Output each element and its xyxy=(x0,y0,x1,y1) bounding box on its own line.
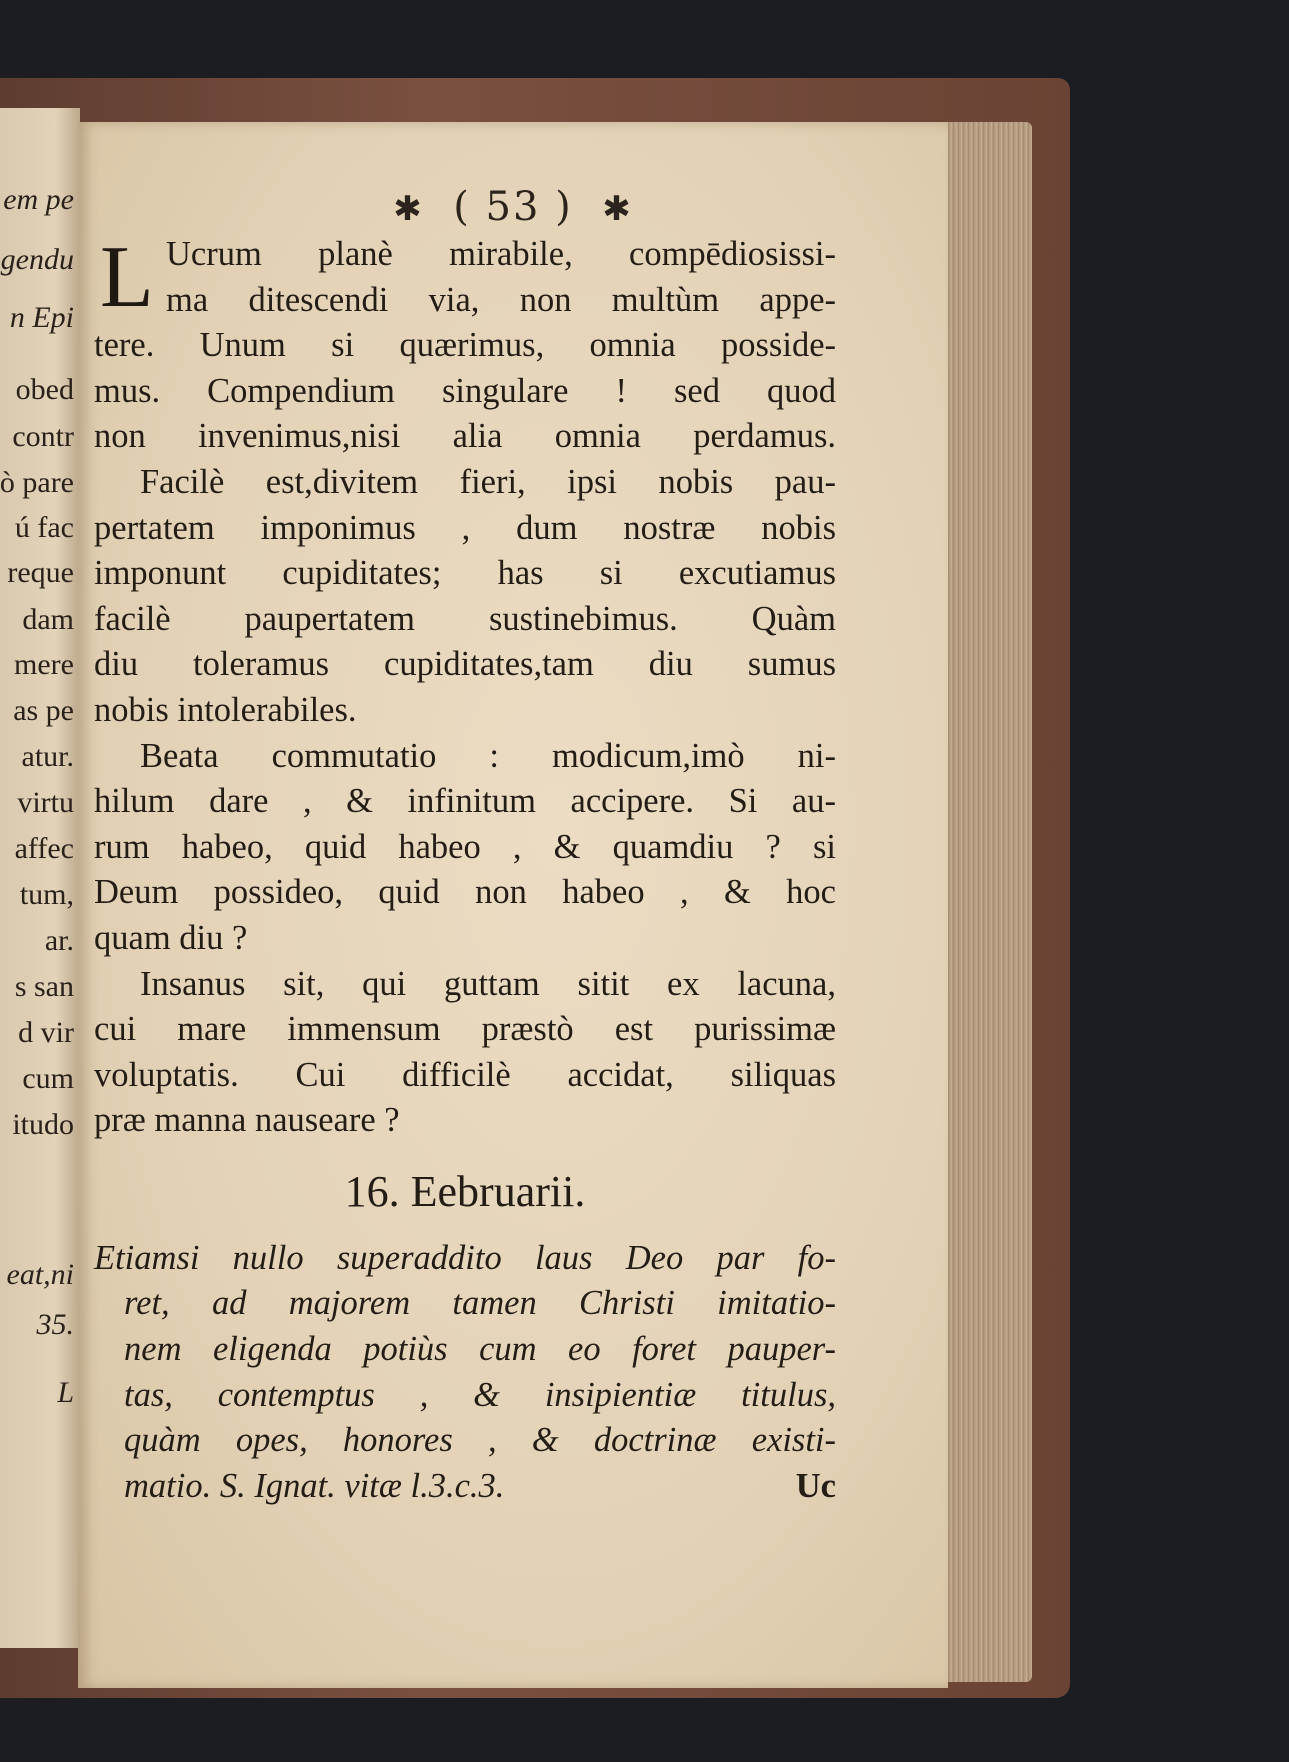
left-page-fragment: itudo xyxy=(12,1108,74,1141)
text-line: Beata commutatio : modicum,imò ni- xyxy=(140,736,836,775)
motto-quote xyxy=(94,1236,836,1510)
page-number: ( 53 ) xyxy=(453,184,573,230)
text-line: Ucrum planè mirabile, compēdiosissi- xyxy=(166,235,836,273)
left-page-fragment: gendu xyxy=(0,243,74,276)
left-page-fragment: dam xyxy=(22,603,74,636)
left-page-fragment: cum xyxy=(22,1062,74,1095)
paragraph-3 xyxy=(94,734,836,962)
text-line: rum habeo, quid habeo , & quamdiu ? si xyxy=(94,827,836,866)
left-page-fragment: d vir xyxy=(18,1016,74,1049)
quote-line: quàm opes, honores , & doctrinæ existi- xyxy=(124,1421,836,1460)
quote-line: ret, ad majorem tamen Christi imitatio- xyxy=(124,1284,836,1323)
text-line: facilè paupertatem sustinebimus. Quàm xyxy=(94,599,836,638)
text-line: non invenimus,nisi alia omnia perdamus. xyxy=(94,417,836,456)
left-page-fragment: tum, xyxy=(19,878,74,911)
text-line: imponunt cupiditates; has si excutiamus xyxy=(94,554,836,593)
left-page-fragment: contr xyxy=(12,420,74,453)
left-page-fragment: s san xyxy=(14,970,74,1003)
page-header xyxy=(78,184,948,230)
text-line: præ manna nauseare ? xyxy=(94,1101,400,1140)
text-line: mus. Compendium singulare ! sed quod xyxy=(94,371,836,410)
left-page-fragment: eat,ni xyxy=(6,1258,74,1291)
quote-last-line xyxy=(94,1464,836,1510)
text-line: pertatem imponimus , dum nostræ nobis xyxy=(94,508,836,547)
ornament-icon: ✱ xyxy=(393,189,424,229)
paragraph-4 xyxy=(94,962,836,1144)
text-line: Insanus sit, qui guttam sitit ex lacuna, xyxy=(140,964,836,1003)
ornament-icon: ✱ xyxy=(602,189,633,229)
page-edges xyxy=(940,122,1032,1682)
left-page-fragment: as pe xyxy=(13,694,74,727)
paragraph-2 xyxy=(94,460,836,734)
left-page-fragment: ar. xyxy=(44,924,74,957)
text-line: voluptatis. Cui difficilè accidat, siliquas xyxy=(94,1055,836,1094)
left-page-fragment: ú fac xyxy=(14,511,74,544)
page-text xyxy=(94,229,836,1509)
text-line: ma ditescendi via, non multùm appe- xyxy=(166,280,836,319)
catchword: Uc xyxy=(795,1466,836,1505)
quote-line: tas, contemptus , & insipientiæ titulus, xyxy=(124,1375,836,1414)
book-page xyxy=(78,122,948,1688)
text-line: quam diu ? xyxy=(94,918,248,957)
left-page-fragment: n Epi xyxy=(9,301,74,334)
left-page-edge xyxy=(0,108,80,1648)
left-page-fragment: obed xyxy=(15,373,74,406)
left-page-fragment: affec xyxy=(14,832,74,865)
left-page-fragment: ò pare xyxy=(0,466,74,499)
text-line: nobis intolerabiles. xyxy=(94,690,357,729)
date-heading: 16. Eebruarii. xyxy=(344,1166,586,1216)
left-page-fragment: 35. xyxy=(36,1308,74,1341)
left-page-fragment: atur. xyxy=(21,740,74,773)
left-page-fragment: reque xyxy=(7,556,74,589)
left-page-fragment: mere xyxy=(14,648,74,681)
paragraph-1 xyxy=(94,229,836,460)
text-line: tere. Unum si quærimus, omnia posside- xyxy=(94,326,836,365)
text-line: Facilè est,divitem fieri, ipsi nobis pau- xyxy=(140,462,836,501)
quote-line: Etiamsi nullo superaddito laus Deo par fo- xyxy=(94,1238,836,1277)
left-page-fragment: virtu xyxy=(17,786,74,819)
text-line: hilum dare , & infinitum accipere. Si au- xyxy=(94,782,836,821)
drop-cap: L xyxy=(100,229,154,326)
citation: matio. S. Ignat. vitæ l.3.c.3. xyxy=(124,1466,505,1505)
left-page-fragment: em pe xyxy=(3,183,74,216)
left-page-fragment: L xyxy=(57,1376,74,1409)
text-line: Deum possideo, quid non habeo , & hoc xyxy=(94,873,836,912)
text-line: cui mare immensum præstò est purissimæ xyxy=(94,1010,836,1049)
quote-line: nem eligenda potiùs cum eo foret pauper- xyxy=(124,1330,836,1369)
text-line: diu toleramus cupiditates,tam diu sumus xyxy=(94,645,836,684)
